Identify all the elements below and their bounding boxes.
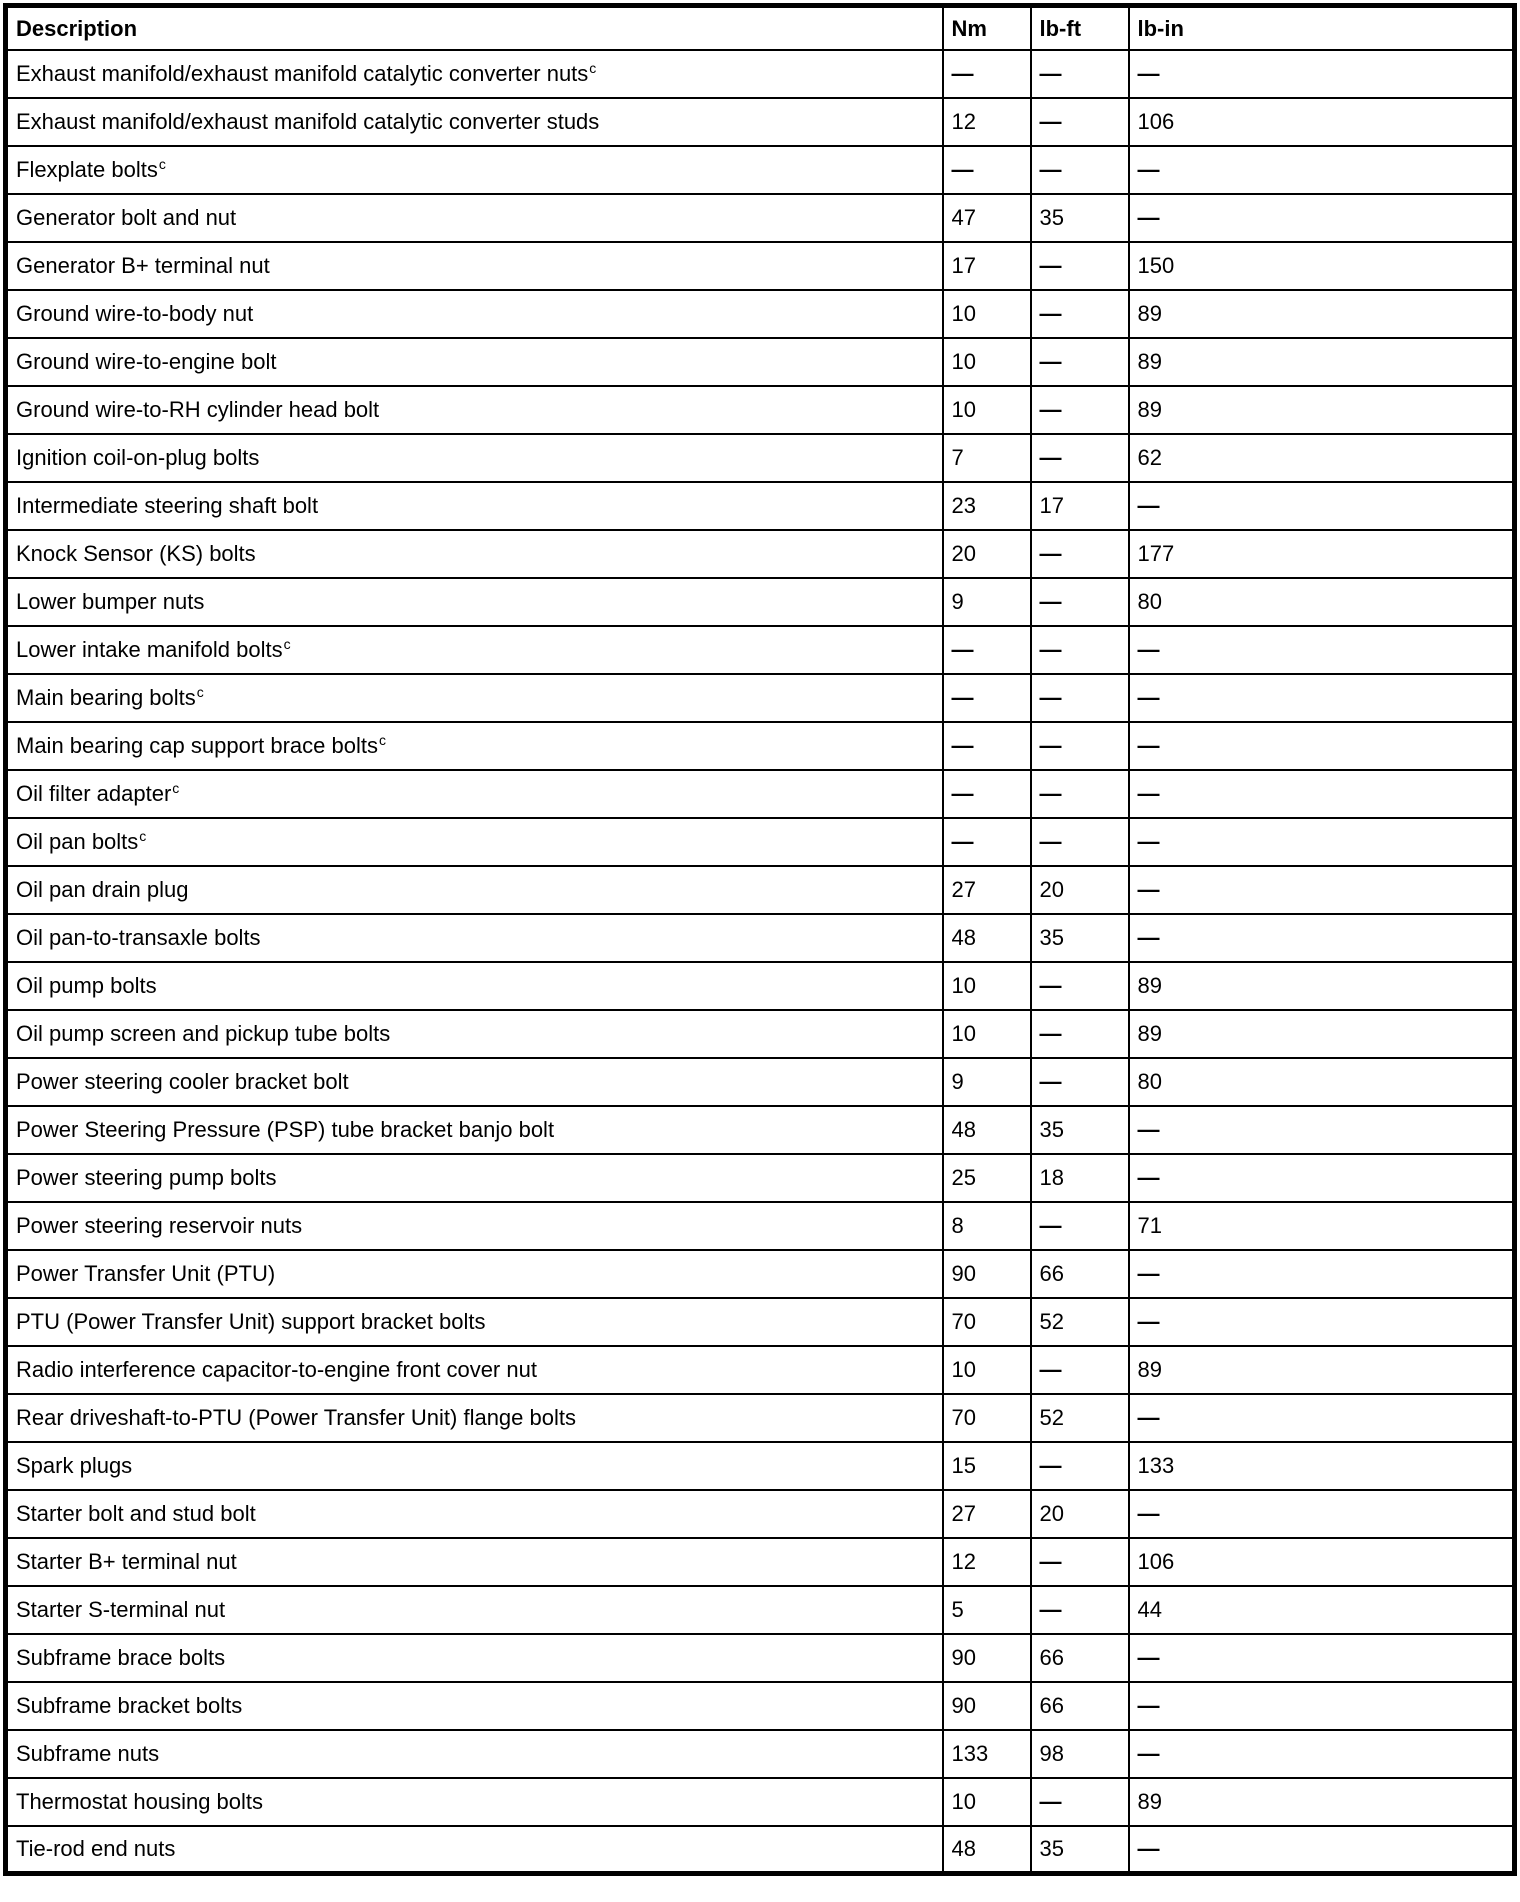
nm-cell: 10 bbox=[943, 1346, 1031, 1394]
lbft-cell: — bbox=[1031, 1202, 1129, 1250]
description-cell bbox=[6, 626, 943, 674]
nm-cell: — bbox=[943, 50, 1031, 98]
description-text: Starter B+ terminal nut bbox=[16, 1548, 237, 1574]
lbft-cell: 18 bbox=[1031, 1154, 1129, 1202]
nm-cell: 70 bbox=[943, 1394, 1031, 1442]
description-text: Exhaust manifold/exhaust manifold catalytic converter nuts bbox=[16, 60, 589, 86]
description-cell bbox=[6, 1250, 943, 1298]
description-text: Oil filter adapter bbox=[16, 780, 172, 806]
table-row bbox=[6, 1250, 1515, 1298]
table-row bbox=[6, 818, 1515, 866]
lbft-cell: — bbox=[1031, 290, 1129, 338]
description-text: Tie-rod end nuts bbox=[16, 1836, 176, 1862]
lbft-cell: 52 bbox=[1031, 1298, 1129, 1346]
table-row bbox=[6, 50, 1515, 98]
lbin-cell: — bbox=[1129, 1298, 1515, 1346]
description-text: Subframe brace bolts bbox=[16, 1644, 226, 1670]
lbft-cell: — bbox=[1031, 1010, 1129, 1058]
description-text: Exhaust manifold/exhaust manifold catalytic converter studs bbox=[16, 108, 600, 134]
description-text: Intermediate steering shaft bolt bbox=[16, 492, 319, 518]
table-row bbox=[6, 1010, 1515, 1058]
lbft-cell: — bbox=[1031, 50, 1129, 98]
description-text: Radio interference capacitor-to-engine front cover nut bbox=[16, 1356, 537, 1382]
lbin-cell: — bbox=[1129, 1250, 1515, 1298]
table-row bbox=[6, 1202, 1515, 1250]
lbin-cell: — bbox=[1129, 770, 1515, 818]
nm-cell: 90 bbox=[943, 1682, 1031, 1730]
nm-cell: 9 bbox=[943, 578, 1031, 626]
nm-cell: 10 bbox=[943, 338, 1031, 386]
description-text: Starter S-terminal nut bbox=[16, 1596, 226, 1622]
description-cell bbox=[6, 866, 943, 914]
lbin-cell: — bbox=[1129, 482, 1515, 530]
table-row bbox=[6, 1538, 1515, 1586]
lbin-cell: 106 bbox=[1129, 98, 1515, 146]
description-cell bbox=[6, 338, 943, 386]
description-text: Power steering cooler bracket bolt bbox=[16, 1068, 349, 1094]
lbin-cell: 89 bbox=[1129, 1346, 1515, 1394]
lbft-cell: — bbox=[1031, 1442, 1129, 1490]
lbin-cell: — bbox=[1129, 1154, 1515, 1202]
description-cell bbox=[6, 146, 943, 194]
lbft-cell: — bbox=[1031, 1586, 1129, 1634]
lbin-cell: — bbox=[1129, 626, 1515, 674]
lbft-cell: 98 bbox=[1031, 1730, 1129, 1778]
nm-cell: 70 bbox=[943, 1298, 1031, 1346]
description-text: Main bearing cap support brace bolts bbox=[16, 732, 378, 758]
lbft-cell: 35 bbox=[1031, 194, 1129, 242]
lbft-cell: — bbox=[1031, 674, 1129, 722]
description-cell bbox=[6, 578, 943, 626]
lbin-cell: — bbox=[1129, 1682, 1515, 1730]
column-header: Description bbox=[6, 6, 943, 50]
table-row bbox=[6, 1778, 1515, 1826]
description-text: Rear driveshaft-to-PTU (Power Transfer Unit) flange bolts bbox=[16, 1404, 576, 1430]
table-row bbox=[6, 722, 1515, 770]
description-cell bbox=[6, 482, 943, 530]
lbin-cell: — bbox=[1129, 914, 1515, 962]
lbft-cell: — bbox=[1031, 818, 1129, 866]
lbft-cell: — bbox=[1031, 386, 1129, 434]
footnote-ref: c bbox=[139, 827, 147, 844]
description-cell bbox=[6, 674, 943, 722]
lbin-cell: 89 bbox=[1129, 1778, 1515, 1826]
footnote-ref: c bbox=[196, 683, 204, 700]
table-row bbox=[6, 1634, 1515, 1682]
description-cell bbox=[6, 1730, 943, 1778]
table-row bbox=[6, 1490, 1515, 1538]
description-text: Subframe bracket bolts bbox=[16, 1692, 243, 1718]
description-cell bbox=[6, 722, 943, 770]
lbin-cell: 89 bbox=[1129, 338, 1515, 386]
description-cell bbox=[6, 1682, 943, 1730]
description-text: Knock Sensor (KS) bolts bbox=[16, 540, 256, 566]
description-text: Flexplate bolts bbox=[16, 156, 158, 182]
table-row bbox=[6, 1586, 1515, 1634]
lbin-cell: — bbox=[1129, 50, 1515, 98]
nm-cell: 12 bbox=[943, 1538, 1031, 1586]
lbin-cell: — bbox=[1129, 194, 1515, 242]
description-cell bbox=[6, 1202, 943, 1250]
table-row bbox=[6, 962, 1515, 1010]
lbft-cell: 35 bbox=[1031, 914, 1129, 962]
description-text: Spark plugs bbox=[16, 1452, 133, 1478]
description-cell bbox=[6, 194, 943, 242]
description-text: Power steering reservoir nuts bbox=[16, 1212, 303, 1238]
nm-cell: 15 bbox=[943, 1442, 1031, 1490]
lbin-cell: 71 bbox=[1129, 1202, 1515, 1250]
nm-cell: 47 bbox=[943, 194, 1031, 242]
lbft-cell: 66 bbox=[1031, 1634, 1129, 1682]
table-body bbox=[6, 50, 1515, 1874]
lbin-cell: — bbox=[1129, 1634, 1515, 1682]
description-cell bbox=[6, 386, 943, 434]
column-header: Nm bbox=[943, 6, 1031, 50]
description-text: Oil pan drain plug bbox=[16, 876, 189, 902]
table-row bbox=[6, 146, 1515, 194]
lbft-cell: — bbox=[1031, 1346, 1129, 1394]
lbin-cell: — bbox=[1129, 674, 1515, 722]
lbin-cell: — bbox=[1129, 1490, 1515, 1538]
description-text: Oil pan-to-transaxle bolts bbox=[16, 924, 261, 950]
table-row bbox=[6, 242, 1515, 290]
table-row bbox=[6, 1058, 1515, 1106]
lbft-cell: — bbox=[1031, 146, 1129, 194]
lbft-cell: — bbox=[1031, 626, 1129, 674]
nm-cell: 10 bbox=[943, 386, 1031, 434]
lbin-cell: 133 bbox=[1129, 1442, 1515, 1490]
lbin-cell: — bbox=[1129, 722, 1515, 770]
lbft-cell: — bbox=[1031, 338, 1129, 386]
nm-cell: 17 bbox=[943, 242, 1031, 290]
nm-cell: 12 bbox=[943, 98, 1031, 146]
lbft-cell: — bbox=[1031, 1778, 1129, 1826]
nm-cell: 7 bbox=[943, 434, 1031, 482]
nm-cell: 48 bbox=[943, 914, 1031, 962]
nm-cell: — bbox=[943, 146, 1031, 194]
lbin-cell: 89 bbox=[1129, 1010, 1515, 1058]
description-cell bbox=[6, 1298, 943, 1346]
lbft-cell: — bbox=[1031, 530, 1129, 578]
lbin-cell: — bbox=[1129, 146, 1515, 194]
nm-cell: — bbox=[943, 626, 1031, 674]
table-row bbox=[6, 482, 1515, 530]
lbft-cell: 17 bbox=[1031, 482, 1129, 530]
table-row bbox=[6, 674, 1515, 722]
table-row bbox=[6, 338, 1515, 386]
column-header: lb-ft bbox=[1031, 6, 1129, 50]
description-cell bbox=[6, 1442, 943, 1490]
table-row bbox=[6, 1442, 1515, 1490]
lbin-cell: — bbox=[1129, 1826, 1515, 1874]
nm-cell: 133 bbox=[943, 1730, 1031, 1778]
description-text: Generator bolt and nut bbox=[16, 204, 237, 230]
table-row bbox=[6, 1394, 1515, 1442]
table-row bbox=[6, 1730, 1515, 1778]
description-text: Oil pan bolts bbox=[16, 828, 139, 854]
description-text: Oil pump bolts bbox=[16, 972, 157, 998]
table-row bbox=[6, 530, 1515, 578]
table-row bbox=[6, 386, 1515, 434]
description-text: Generator B+ terminal nut bbox=[16, 252, 270, 278]
description-text: Lower bumper nuts bbox=[16, 588, 205, 614]
description-text: Power Transfer Unit (PTU) bbox=[16, 1260, 276, 1286]
lbin-cell: 44 bbox=[1129, 1586, 1515, 1634]
lbft-cell: — bbox=[1031, 98, 1129, 146]
lbft-cell: 66 bbox=[1031, 1682, 1129, 1730]
nm-cell: — bbox=[943, 818, 1031, 866]
lbin-cell: 89 bbox=[1129, 290, 1515, 338]
description-cell bbox=[6, 98, 943, 146]
lbft-cell: 20 bbox=[1031, 866, 1129, 914]
table-row bbox=[6, 770, 1515, 818]
nm-cell: 10 bbox=[943, 1010, 1031, 1058]
nm-cell: 10 bbox=[943, 1778, 1031, 1826]
description-text: Ground wire-to-engine bolt bbox=[16, 348, 277, 374]
description-cell bbox=[6, 914, 943, 962]
description-cell bbox=[6, 1490, 943, 1538]
description-text: Lower intake manifold bolts bbox=[16, 636, 283, 662]
torque-spec-table bbox=[3, 3, 1517, 1876]
footnote-ref: c bbox=[283, 635, 291, 652]
description-text: Main bearing bolts bbox=[16, 684, 196, 710]
description-cell bbox=[6, 50, 943, 98]
description-cell bbox=[6, 1586, 943, 1634]
lbft-cell: — bbox=[1031, 1538, 1129, 1586]
description-cell bbox=[6, 434, 943, 482]
description-cell bbox=[6, 1634, 943, 1682]
lbft-cell: — bbox=[1031, 1058, 1129, 1106]
description-text: Power Steering Pressure (PSP) tube bracket banjo bolt bbox=[16, 1116, 555, 1142]
nm-cell: — bbox=[943, 722, 1031, 770]
nm-cell: 27 bbox=[943, 866, 1031, 914]
description-text: Thermostat housing bolts bbox=[16, 1788, 264, 1814]
table-row bbox=[6, 98, 1515, 146]
nm-cell: 10 bbox=[943, 962, 1031, 1010]
column-header: lb-in bbox=[1129, 6, 1515, 50]
table-row bbox=[6, 1106, 1515, 1154]
nm-cell: 90 bbox=[943, 1634, 1031, 1682]
nm-cell: 23 bbox=[943, 482, 1031, 530]
nm-cell: 27 bbox=[943, 1490, 1031, 1538]
lbft-cell: 35 bbox=[1031, 1106, 1129, 1154]
table-row bbox=[6, 866, 1515, 914]
lbft-cell: — bbox=[1031, 434, 1129, 482]
footnote-ref: c bbox=[172, 779, 180, 796]
description-cell bbox=[6, 1154, 943, 1202]
header-row bbox=[6, 6, 1515, 50]
table-row bbox=[6, 194, 1515, 242]
table-row bbox=[6, 1346, 1515, 1394]
description-text: Ignition coil-on-plug bolts bbox=[16, 444, 260, 470]
description-text: Ground wire-to-RH cylinder head bolt bbox=[16, 396, 380, 422]
nm-cell: 9 bbox=[943, 1058, 1031, 1106]
description-text: Starter bolt and stud bolt bbox=[16, 1500, 256, 1526]
description-cell bbox=[6, 770, 943, 818]
lbft-cell: 52 bbox=[1031, 1394, 1129, 1442]
table-row bbox=[6, 290, 1515, 338]
lbft-cell: — bbox=[1031, 578, 1129, 626]
description-cell bbox=[6, 818, 943, 866]
description-cell bbox=[6, 1010, 943, 1058]
lbin-cell: — bbox=[1129, 1394, 1515, 1442]
nm-cell: 48 bbox=[943, 1826, 1031, 1874]
lbin-cell: 80 bbox=[1129, 1058, 1515, 1106]
description-text: Power steering pump bolts bbox=[16, 1164, 277, 1190]
lbin-cell: 62 bbox=[1129, 434, 1515, 482]
lbin-cell: — bbox=[1129, 818, 1515, 866]
description-cell bbox=[6, 962, 943, 1010]
lbin-cell: 177 bbox=[1129, 530, 1515, 578]
description-text: Oil pump screen and pickup tube bolts bbox=[16, 1020, 391, 1046]
lbin-cell: — bbox=[1129, 1106, 1515, 1154]
description-cell bbox=[6, 290, 943, 338]
description-cell bbox=[6, 242, 943, 290]
description-cell bbox=[6, 1778, 943, 1826]
description-cell bbox=[6, 1106, 943, 1154]
lbft-cell: — bbox=[1031, 770, 1129, 818]
lbft-cell: 35 bbox=[1031, 1826, 1129, 1874]
lbin-cell: 89 bbox=[1129, 386, 1515, 434]
table-row bbox=[6, 1826, 1515, 1874]
lbin-cell: 150 bbox=[1129, 242, 1515, 290]
description-text: Subframe nuts bbox=[16, 1740, 160, 1766]
table-row bbox=[6, 1154, 1515, 1202]
lbin-cell: 106 bbox=[1129, 1538, 1515, 1586]
description-cell bbox=[6, 1538, 943, 1586]
table-header bbox=[6, 6, 1515, 50]
table-row bbox=[6, 1298, 1515, 1346]
description-cell bbox=[6, 1826, 943, 1874]
lbin-cell: — bbox=[1129, 866, 1515, 914]
lbin-cell: 89 bbox=[1129, 962, 1515, 1010]
lbft-cell: — bbox=[1031, 722, 1129, 770]
nm-cell: 5 bbox=[943, 1586, 1031, 1634]
nm-cell: 8 bbox=[943, 1202, 1031, 1250]
nm-cell: 48 bbox=[943, 1106, 1031, 1154]
lbft-cell: 66 bbox=[1031, 1250, 1129, 1298]
footnote-ref: c bbox=[158, 155, 166, 172]
table-row bbox=[6, 1682, 1515, 1730]
lbft-cell: — bbox=[1031, 242, 1129, 290]
table-row bbox=[6, 434, 1515, 482]
footnote-ref: c bbox=[589, 59, 597, 76]
lbin-cell: 80 bbox=[1129, 578, 1515, 626]
nm-cell: 20 bbox=[943, 530, 1031, 578]
nm-cell: 25 bbox=[943, 1154, 1031, 1202]
description-text: Ground wire-to-body nut bbox=[16, 300, 254, 326]
nm-cell: — bbox=[943, 770, 1031, 818]
description-text: PTU (Power Transfer Unit) support bracket bolts bbox=[16, 1308, 486, 1334]
table-row bbox=[6, 578, 1515, 626]
lbin-cell: — bbox=[1129, 1730, 1515, 1778]
footnote-ref: c bbox=[379, 731, 386, 748]
description-cell bbox=[6, 1346, 943, 1394]
lbft-cell: — bbox=[1031, 962, 1129, 1010]
table-row bbox=[6, 914, 1515, 962]
description-cell bbox=[6, 1058, 943, 1106]
description-cell bbox=[6, 530, 943, 578]
lbft-cell: 20 bbox=[1031, 1490, 1129, 1538]
description-cell bbox=[6, 1394, 943, 1442]
nm-cell: 10 bbox=[943, 290, 1031, 338]
nm-cell: 90 bbox=[943, 1250, 1031, 1298]
nm-cell: — bbox=[943, 674, 1031, 722]
table-row bbox=[6, 626, 1515, 674]
